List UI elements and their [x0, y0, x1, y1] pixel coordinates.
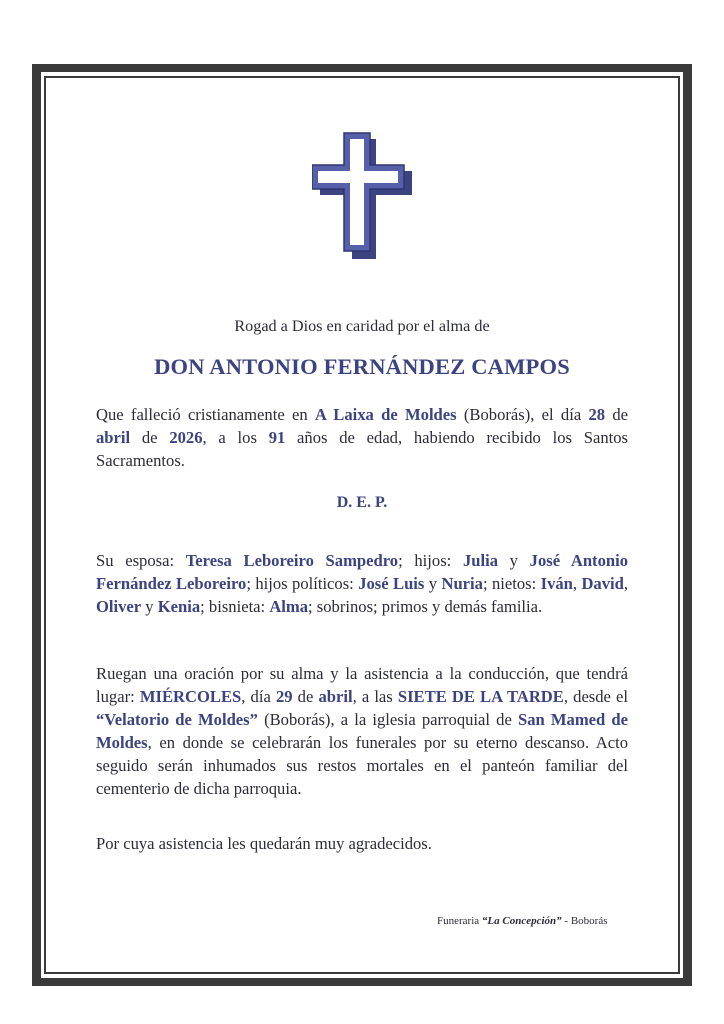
funeral-month: abril — [318, 687, 353, 706]
grandchild-name: Oliver — [96, 597, 142, 616]
grandchild-name: David — [581, 574, 624, 593]
funeral-day: 29 — [275, 687, 293, 706]
dep-abbreviation: D. E. P. — [336, 494, 388, 511]
family-paragraph: Su esposa: Teresa Leboreiro Sampedro; hijos: Julia y José Antonio Fernández Leboreiro; hijos políticos: José Luis y Nuria; nietos: Iván, David, Oliver y Kenia; bisnieta: Alma; sobrinos; primos y demás familia. — [96, 551, 629, 616]
child-name: Julia — [462, 551, 498, 570]
inlaw-name: José Luis — [358, 574, 425, 593]
death-month: abril — [96, 428, 131, 447]
funeral-time: SIETE DE LA TARDE — [397, 687, 564, 706]
grandchild-name: Iván — [540, 574, 573, 593]
death-year: 2026 — [169, 428, 203, 447]
death-day: 28 — [588, 405, 606, 424]
intro-line: Rogad a Dios en caridad por el alma de — [234, 317, 490, 335]
latin-cross-icon — [312, 131, 412, 259]
church-name: San Mamed de Moldes — [96, 710, 628, 752]
closing-line: Por cuya asistencia les quedarán muy agradecidos. — [96, 834, 432, 853]
age: 91 — [268, 428, 286, 447]
funeral-home-footer: Funeraria “La Concepción” - Boborás — [437, 915, 608, 927]
funeral-home-brand: “La Concepción” — [481, 915, 562, 927]
funeral-paragraph: Ruegan una oración por su alma y la asistencia a la conducción, que tendrá lugar: MIÉRCOLES, día 29 de abril, a las SIETE DE LA TARDE, desde el “Velatorio de Moldes” (Boborás), a la iglesia parroquial de San Mamed de Moldes, en donde se celebrarán los funerales por su eterno descanso. Acto seguido serán inhumados sus restos mortales en el panteón familiar del cementerio de dicha parroquia. — [96, 664, 629, 798]
grandchild-name: Kenia — [157, 597, 201, 616]
death-notice-paragraph: Que falleció cristianamente en A Laixa de Moldes (Boborás), el día 28 de abril de 2026, a los 91 años de edad, habiendo recibido los Santos Sacramentos. — [96, 405, 629, 470]
deceased-name: DON ANTONIO FERNÁNDEZ CAMPOS — [154, 354, 570, 379]
death-place: A Laixa de Moldes — [314, 405, 457, 424]
inlaw-name: Nuria — [441, 574, 483, 593]
child-name: José Antonio Fernández Leboreiro — [96, 551, 629, 593]
funeral-venue: “Velatorio de Moldes” — [96, 710, 258, 729]
funeral-weekday: MIÉRCOLES — [139, 687, 242, 706]
wife-name: Teresa Leboreiro Sampedro — [185, 551, 399, 570]
great-grandchild-name: Alma — [269, 597, 309, 616]
